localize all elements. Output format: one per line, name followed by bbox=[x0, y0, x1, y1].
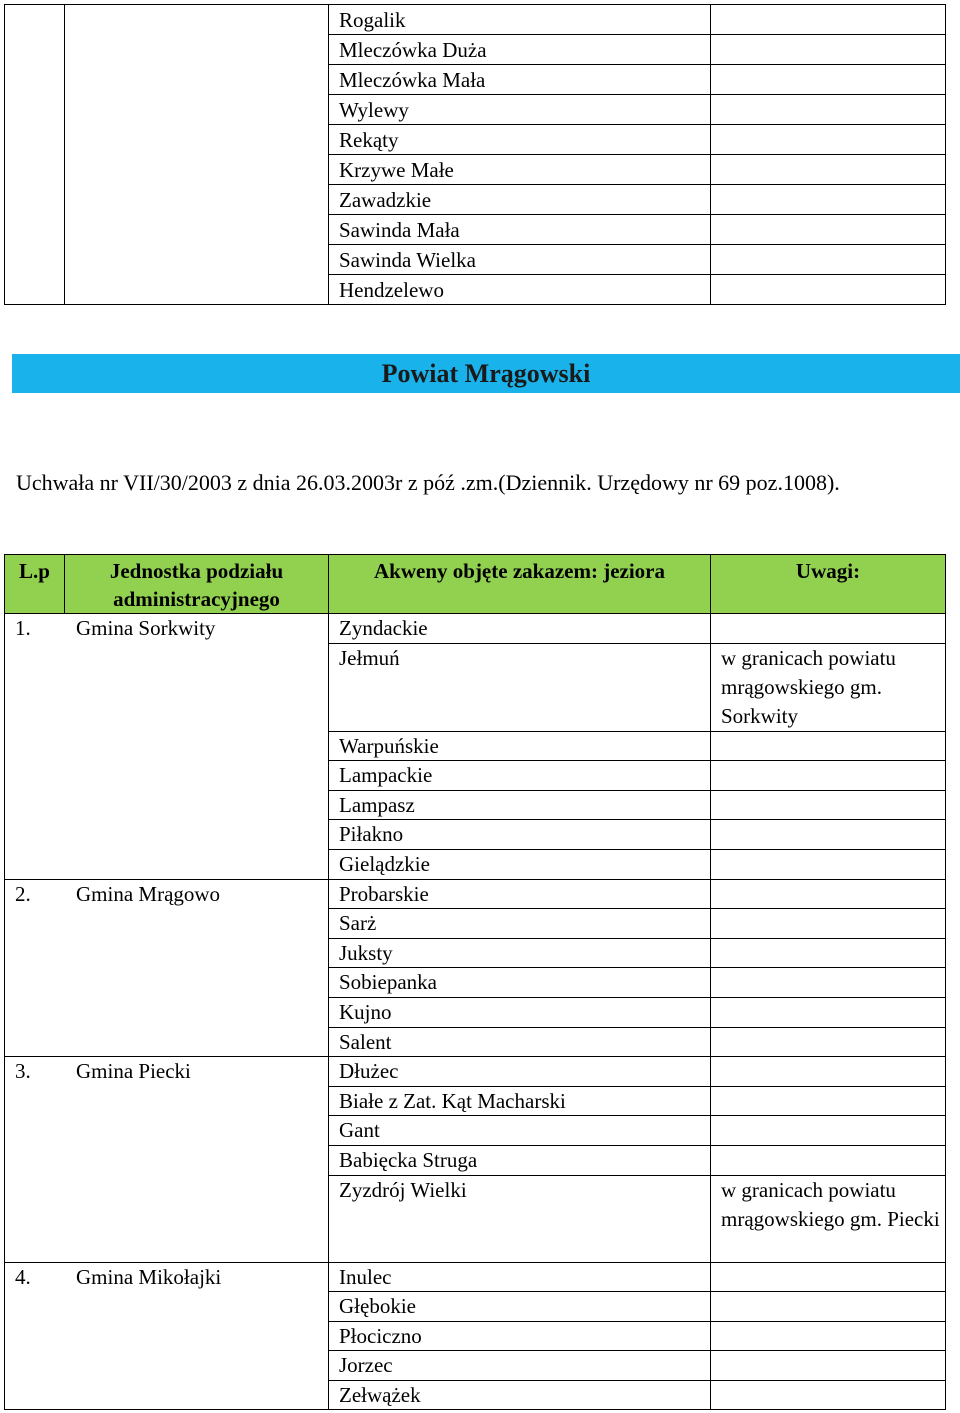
table-row bbox=[5, 35, 946, 65]
notes-cell bbox=[711, 968, 946, 998]
lake-cell: Zawadzkie bbox=[329, 185, 711, 215]
unit-cell bbox=[65, 155, 329, 185]
lp-cell bbox=[5, 731, 65, 761]
lp-cell bbox=[5, 65, 65, 95]
unit-cell bbox=[65, 761, 329, 791]
unit-cell bbox=[65, 820, 329, 850]
lp-cell bbox=[5, 1292, 65, 1322]
table-row bbox=[5, 909, 946, 939]
notes-cell bbox=[711, 125, 946, 155]
group-number: 2. bbox=[15, 881, 31, 906]
unit-cell bbox=[65, 125, 329, 155]
table-row bbox=[5, 1116, 946, 1146]
continuation-table bbox=[4, 4, 946, 305]
table-row bbox=[5, 1321, 946, 1351]
lake-cell: Piłakno bbox=[329, 820, 711, 850]
header-lp: L.p bbox=[5, 555, 65, 614]
header-row bbox=[5, 555, 946, 614]
lake-cell: Warpuńskie bbox=[329, 731, 711, 761]
table-row bbox=[5, 185, 946, 215]
lp-cell bbox=[5, 790, 65, 820]
notes-cell bbox=[711, 909, 946, 939]
lake-cell: Juksty bbox=[329, 938, 711, 968]
table-row bbox=[5, 95, 946, 125]
unit-cell bbox=[65, 968, 329, 998]
table-row bbox=[5, 215, 946, 245]
lp-cell bbox=[5, 614, 216, 644]
lp-cell bbox=[5, 1116, 65, 1146]
lp-cell bbox=[5, 968, 65, 998]
table-row bbox=[5, 245, 946, 275]
unit-cell bbox=[65, 790, 329, 820]
lp-cell bbox=[5, 95, 65, 125]
unit-cell bbox=[65, 1351, 329, 1381]
unit-cell bbox=[65, 731, 329, 761]
notes-cell bbox=[711, 820, 946, 850]
lp-cell bbox=[5, 1321, 65, 1351]
table-row bbox=[5, 1262, 946, 1292]
notes-cell bbox=[711, 1321, 946, 1351]
lake-cell: Zełwążek bbox=[329, 1380, 711, 1410]
notes-cell: w granicach powiatu mrągowskiego gm. Piecki bbox=[711, 1175, 946, 1262]
lake-cell: Jełmuń bbox=[329, 643, 711, 731]
lake-cell: Białe z Zat. Kąt Macharski bbox=[329, 1086, 711, 1116]
table-row bbox=[5, 820, 946, 850]
municipality-name: Gmina Mrągowo bbox=[76, 881, 221, 906]
lake-cell: Probarskie bbox=[329, 879, 711, 909]
unit-cell bbox=[65, 1175, 329, 1262]
lake-cell: Krzywe Małe bbox=[329, 155, 711, 185]
lake-cell: Sawinda Wielka bbox=[329, 245, 711, 275]
lp-cell bbox=[5, 820, 65, 850]
unit-cell bbox=[65, 275, 329, 305]
lake-cell: Rekąty bbox=[329, 125, 711, 155]
unit-cell bbox=[65, 35, 329, 65]
table-row bbox=[5, 1027, 946, 1057]
unit-cell bbox=[65, 65, 329, 95]
unit-cell bbox=[65, 1086, 329, 1116]
lp-cell bbox=[5, 849, 65, 879]
group-number: 3. bbox=[15, 1059, 31, 1084]
notes-cell: w granicach powiatu mrągowskiego gm. Sorkwity bbox=[711, 643, 946, 731]
lake-cell: Rogalik bbox=[329, 5, 711, 35]
lp-cell bbox=[5, 275, 65, 305]
unit-cell bbox=[65, 1027, 329, 1057]
lakes-table bbox=[4, 554, 946, 1410]
lake-cell: Mleczówka Mała bbox=[329, 65, 711, 95]
municipality-name: Gmina Sorkwity bbox=[76, 616, 216, 640]
lp-cell bbox=[5, 155, 65, 185]
notes-cell bbox=[711, 245, 946, 275]
unit-cell bbox=[65, 95, 329, 125]
lp-cell bbox=[5, 185, 65, 215]
county-banner: Powiat Mrągowski bbox=[12, 354, 960, 393]
notes-cell bbox=[711, 1116, 946, 1146]
lp-cell bbox=[5, 5, 65, 35]
notes-cell bbox=[711, 879, 946, 909]
table-row bbox=[5, 968, 946, 998]
lake-cell: Płociczno bbox=[329, 1321, 711, 1351]
notes-cell bbox=[711, 731, 946, 761]
notes-cell bbox=[711, 65, 946, 95]
lake-cell: Inulec bbox=[329, 1262, 711, 1292]
notes-cell bbox=[711, 1351, 946, 1381]
unit-cell bbox=[65, 938, 329, 968]
lp-cell bbox=[5, 1262, 222, 1292]
unit-cell bbox=[65, 1116, 329, 1146]
municipality-name: Gmina Piecki bbox=[76, 1059, 191, 1084]
notes-cell bbox=[711, 275, 946, 305]
notes-cell bbox=[711, 185, 946, 215]
lake-cell: Sawinda Mała bbox=[329, 215, 711, 245]
table-row bbox=[5, 761, 946, 791]
table-row bbox=[5, 1351, 946, 1381]
unit-cell bbox=[65, 215, 329, 245]
lake-cell: Hendzelewo bbox=[329, 275, 711, 305]
lp-cell bbox=[5, 1175, 65, 1262]
lake-cell: Mleczówka Duża bbox=[329, 35, 711, 65]
unit-cell bbox=[65, 185, 329, 215]
table-row bbox=[5, 1057, 946, 1087]
notes-cell bbox=[711, 1292, 946, 1322]
lake-cell: Zyndackie bbox=[329, 614, 711, 644]
lp-cell bbox=[5, 1027, 65, 1057]
notes-cell bbox=[711, 1262, 946, 1292]
notes-cell bbox=[711, 155, 946, 185]
header-notes: Uwagi: bbox=[711, 555, 946, 614]
lake-cell: Gielądzkie bbox=[329, 849, 711, 879]
lp-cell bbox=[5, 761, 65, 791]
notes-cell bbox=[711, 849, 946, 879]
lp-cell bbox=[5, 909, 65, 939]
lp-cell bbox=[5, 35, 65, 65]
group-number: 4. bbox=[15, 1264, 31, 1289]
group-number: 1. bbox=[15, 616, 31, 640]
table-row bbox=[5, 614, 946, 644]
header-lakes: Akweny objęte zakazem: jeziora bbox=[329, 555, 711, 614]
notes-cell bbox=[711, 1057, 946, 1087]
resolution-text: Uchwała nr VII/30/2003 z dnia 26.03.2003r z póź .zm.(Dziennik. Urzędowy nr 69 poz.1008). bbox=[16, 470, 840, 495]
table-row bbox=[5, 275, 946, 305]
table-row bbox=[5, 731, 946, 761]
unit-cell bbox=[65, 1321, 329, 1351]
lake-cell: Dłużec bbox=[329, 1057, 711, 1087]
notes-cell bbox=[711, 35, 946, 65]
lake-cell: Kujno bbox=[329, 997, 711, 1027]
lp-cell bbox=[5, 1086, 65, 1116]
lp-cell bbox=[5, 1380, 65, 1410]
table-row bbox=[5, 849, 946, 879]
notes-cell bbox=[711, 1027, 946, 1057]
notes-cell bbox=[711, 997, 946, 1027]
lp-cell bbox=[5, 643, 65, 731]
table-row bbox=[5, 1175, 946, 1262]
header-unit: Jednostka podziału administracyjnego bbox=[65, 555, 329, 614]
notes-cell bbox=[711, 95, 946, 125]
notes-cell bbox=[711, 215, 946, 245]
lake-cell: Lampackie bbox=[329, 761, 711, 791]
lp-cell bbox=[5, 938, 65, 968]
unit-cell bbox=[65, 849, 329, 879]
table-row bbox=[5, 938, 946, 968]
lake-cell: Wylewy bbox=[329, 95, 711, 125]
lp-cell bbox=[5, 245, 65, 275]
table-row bbox=[5, 65, 946, 95]
unit-cell bbox=[65, 997, 329, 1027]
lake-cell: Salent bbox=[329, 1027, 711, 1057]
table-row bbox=[5, 643, 946, 731]
unit-cell bbox=[65, 5, 329, 35]
municipality-name: Gmina Mikołajki bbox=[76, 1264, 222, 1289]
notes-cell bbox=[711, 790, 946, 820]
notes-cell bbox=[711, 938, 946, 968]
lp-cell bbox=[5, 1057, 191, 1087]
lp-cell bbox=[5, 125, 65, 155]
table-row bbox=[5, 1086, 946, 1116]
table-row bbox=[5, 790, 946, 820]
unit-cell bbox=[65, 643, 329, 731]
notes-cell bbox=[711, 1086, 946, 1116]
notes-cell bbox=[711, 5, 946, 35]
lake-cell: Zyzdrój Wielki bbox=[329, 1175, 711, 1262]
lake-cell: Jorzec bbox=[329, 1351, 711, 1381]
lake-cell: Głębokie bbox=[329, 1292, 711, 1322]
notes-cell bbox=[711, 1380, 946, 1410]
table-row bbox=[5, 155, 946, 185]
table-row bbox=[5, 1380, 946, 1410]
unit-cell bbox=[65, 909, 329, 939]
unit-cell bbox=[65, 1145, 329, 1175]
lp-cell bbox=[5, 879, 221, 909]
table-row bbox=[5, 5, 946, 35]
notes-cell bbox=[711, 761, 946, 791]
table-row bbox=[5, 879, 946, 909]
lp-cell bbox=[5, 1145, 65, 1175]
lake-cell: Sobiepanka bbox=[329, 968, 711, 998]
lp-cell bbox=[5, 997, 65, 1027]
notes-cell bbox=[711, 1145, 946, 1175]
table-row bbox=[5, 125, 946, 155]
unit-cell bbox=[65, 1380, 329, 1410]
table-row bbox=[5, 1292, 946, 1322]
notes-cell bbox=[711, 614, 946, 644]
table-row bbox=[5, 1145, 946, 1175]
table-row bbox=[5, 997, 946, 1027]
lake-cell: Babięcka Struga bbox=[329, 1145, 711, 1175]
unit-cell bbox=[65, 1292, 329, 1322]
lp-cell bbox=[5, 1351, 65, 1381]
lake-cell: Lampasz bbox=[329, 790, 711, 820]
unit-cell bbox=[65, 245, 329, 275]
lp-cell bbox=[5, 215, 65, 245]
lake-cell: Gant bbox=[329, 1116, 711, 1146]
lake-cell: Sarż bbox=[329, 909, 711, 939]
